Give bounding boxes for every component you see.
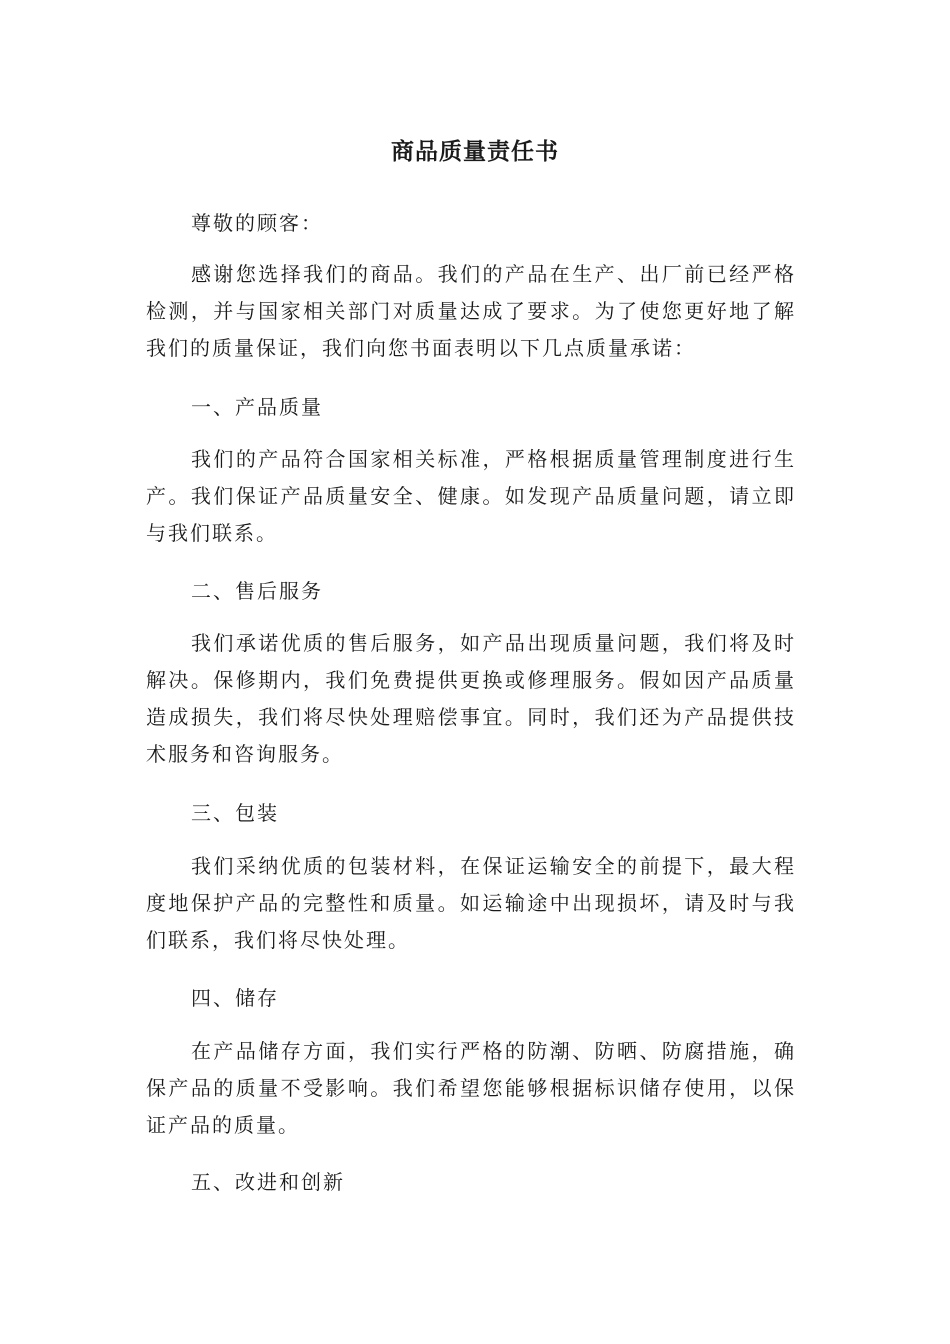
section-heading-1 — [146, 389, 796, 426]
section-heading-3 — [146, 795, 796, 832]
section-heading-text: 四、储存 — [191, 986, 279, 1010]
salutation — [146, 205, 796, 242]
section-heading-2 — [146, 573, 796, 610]
section-paragraph-text: 在产品储存方面，我们实行严格的防潮、防晒、防腐措施，确保产品的质量不受影响。我们希望您能够根据标识储存使用，以保证产品的质量。 — [146, 1039, 796, 1137]
section-paragraph-2 — [146, 625, 796, 773]
intro-paragraph — [146, 256, 796, 367]
salutation-text: 尊敬的顾客： — [191, 211, 323, 235]
section-heading-text: 一、产品质量 — [191, 395, 323, 419]
section-heading-5 — [146, 1164, 796, 1201]
section-paragraph-1 — [146, 441, 796, 552]
document-title: 商品质量责任书 — [391, 139, 559, 165]
section-heading-text: 五、改进和创新 — [191, 1170, 345, 1194]
intro-text: 感谢您选择我们的商品。我们的产品在生产、出厂前已经严格检测，并与国家相关部门对质量达成了要求。为了使您更好地了解我们的质量保证，我们向您书面表明以下几点质量承诺： — [146, 262, 796, 360]
section-paragraph-text: 我们承诺优质的售后服务，如产品出现质量问题，我们将及时解决。保修期内，我们免费提供更换或修理服务。假如因产品质量造成损失，我们将尽快处理赔偿事宜。同时，我们还为产品提供技术服务和咨询服务。 — [146, 631, 796, 766]
section-paragraph-3 — [146, 848, 796, 959]
section-paragraph-4 — [146, 1033, 796, 1144]
section-heading-text: 三、包装 — [191, 801, 279, 825]
section-paragraph-text: 我们采纳优质的包装材料，在保证运输安全的前提下，最大程度地保护产品的完整性和质量。如运输途中出现损坏，请及时与我们联系，我们将尽快处理。 — [146, 854, 796, 952]
section-heading-text: 二、售后服务 — [191, 579, 323, 603]
section-heading-4 — [146, 980, 796, 1017]
section-paragraph-text: 我们的产品符合国家相关标准，严格根据质量管理制度进行生产。我们保证产品质量安全、健康。如发现产品质量问题，请立即与我们联系。 — [146, 447, 796, 545]
